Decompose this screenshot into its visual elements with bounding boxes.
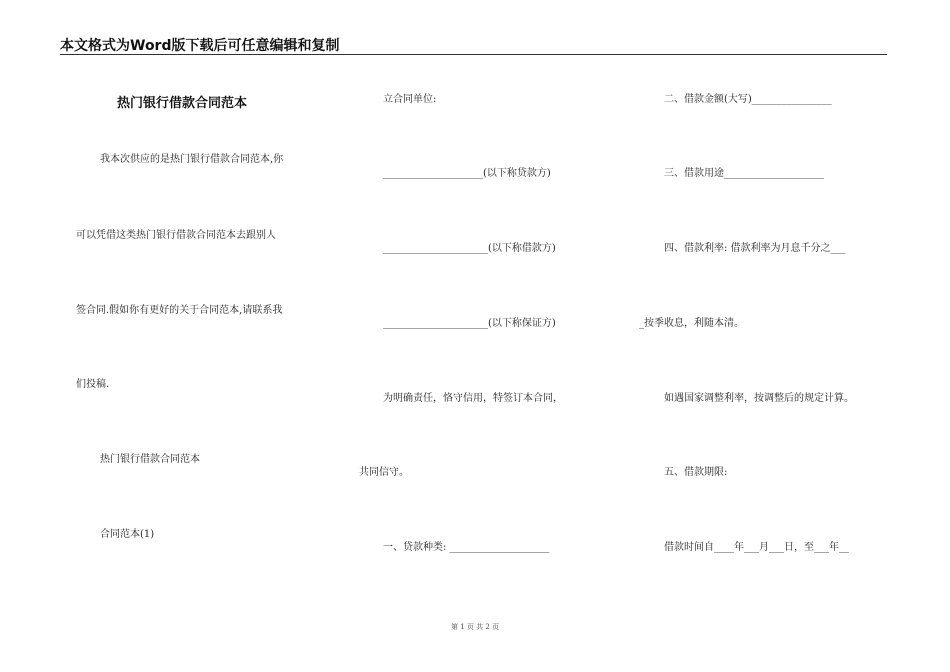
header-divider [60, 54, 887, 55]
loan-term-line: 借款时间自____年___月___日，至___年__ [664, 542, 849, 553]
interest-rate-line: 四、借款利率: 借款利率为月息千分之___ [664, 243, 846, 254]
interest-collection-line: _按季收息，利随本清。 [639, 318, 744, 329]
document-title: 热门银行借款合同范本 [117, 96, 248, 111]
page-header: 本文格式为Word版下载后可任意编辑和复制 [60, 38, 340, 54]
guarantor-line: _____________________(以下称保证方) [383, 318, 556, 329]
left-paragraph-line-2: 可以凭借这类热门银行借款合同范本去跟别人 [76, 230, 276, 241]
section-heading: 热门银行借款合同范本 [100, 454, 200, 465]
left-paragraph-line-4: 们投稿. [76, 379, 110, 390]
purpose-line-2: 共同信守。 [359, 467, 409, 478]
loan-amount-line: 二、借款金额(大写)________________ [664, 94, 832, 105]
contract-sample-label: 合同范本(1) [100, 529, 155, 540]
lender-line: ____________________(以下称贷款方) [383, 168, 551, 179]
contract-parties-label: 立合同单位: [383, 94, 437, 105]
loan-term-heading: 五、借款期限: [664, 467, 728, 478]
left-paragraph-line-1: 我本次供应的是热门银行借款合同范本,你 [100, 154, 284, 165]
left-paragraph-line-3: 签合同.假如你有更好的关于合同范本,请联系我 [76, 305, 283, 316]
purpose-line-1: 为明确责任，恪守信用，特签订本合同， [383, 393, 563, 404]
page-footer: 第 1 页 共 2 页 [450, 623, 500, 631]
loan-purpose-line: 三、借款用途____________________ [664, 168, 824, 179]
loan-type-line: 一、贷款种类: ____________________ [383, 542, 550, 553]
borrower-line: _____________________(以下称借款方) [383, 243, 556, 254]
rate-adjustment-line: 如遇国家调整利率，按调整后的规定计算。 [664, 393, 854, 404]
